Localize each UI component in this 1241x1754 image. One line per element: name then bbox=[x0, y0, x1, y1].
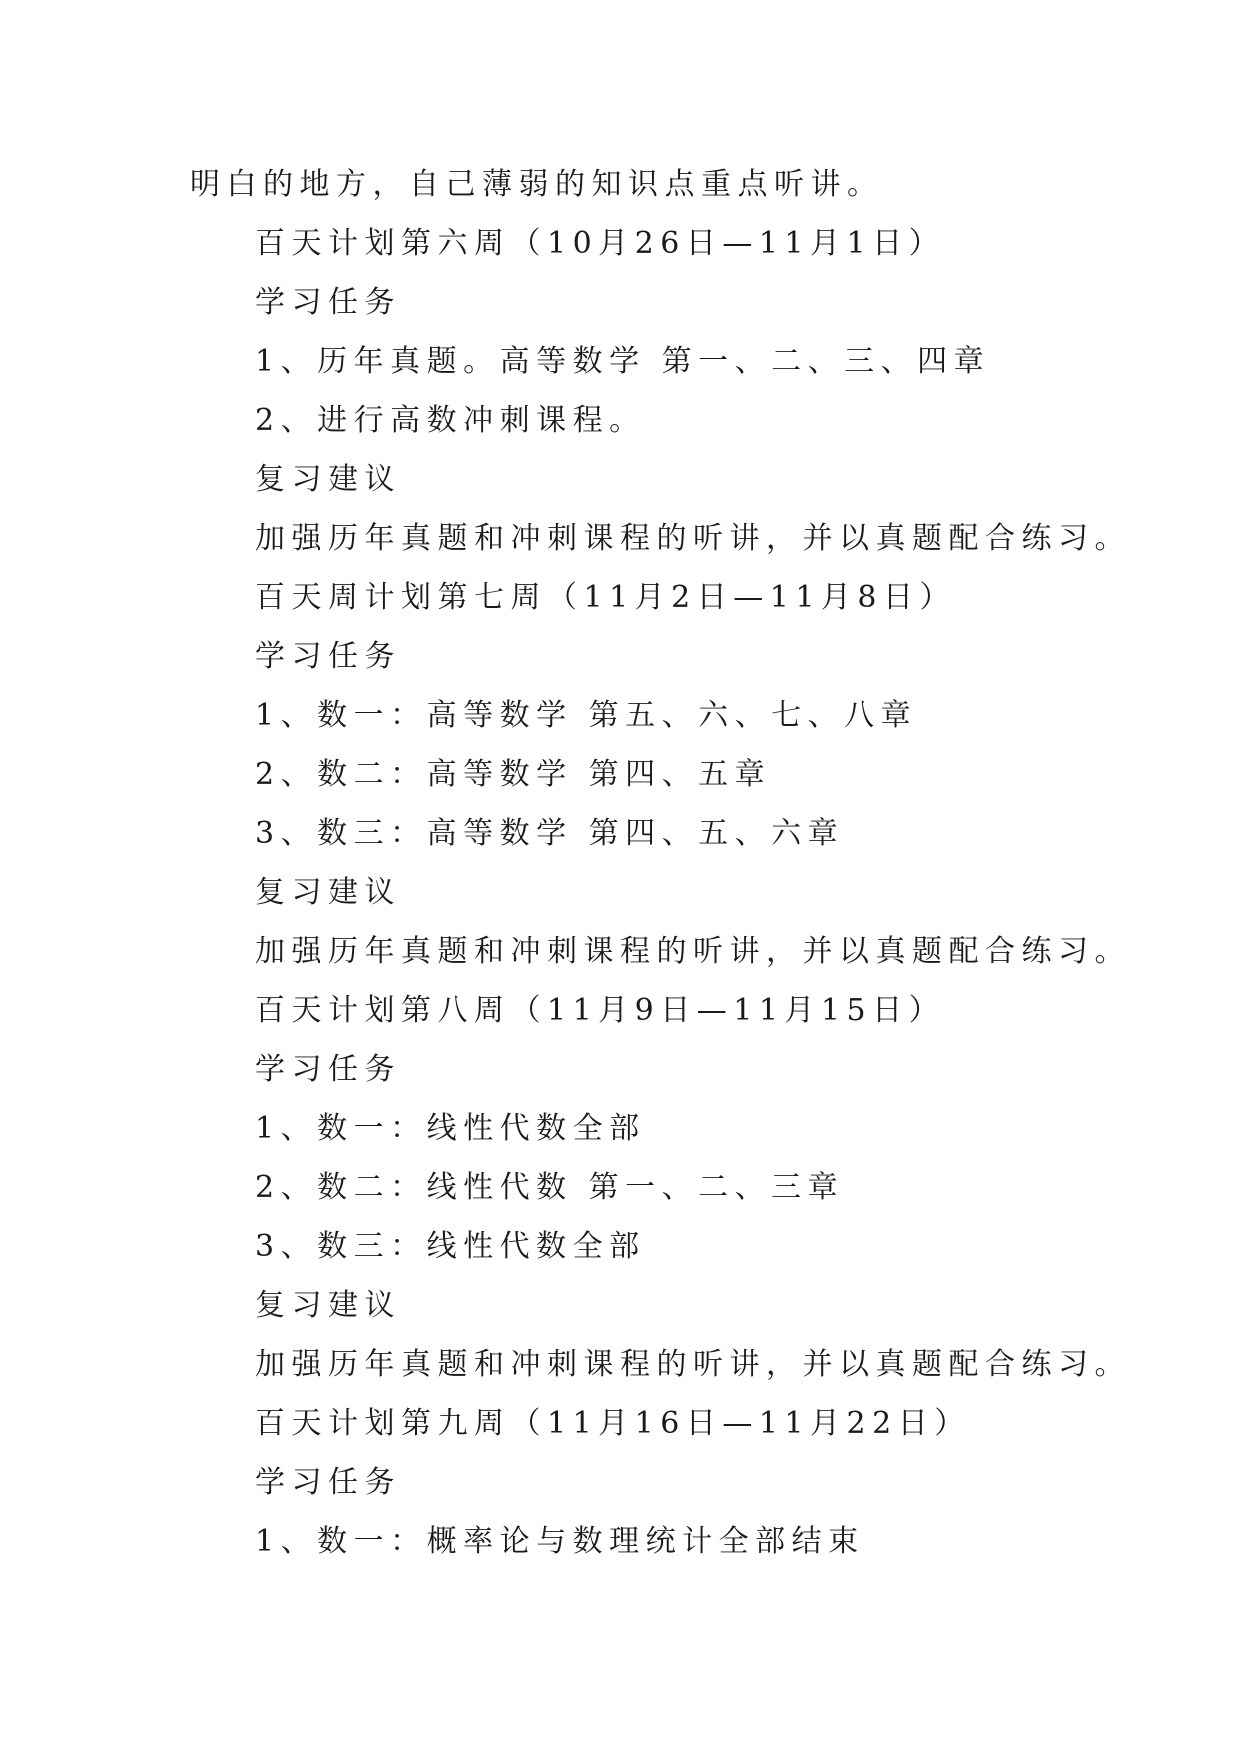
week-heading: 百天周计划第七周（11月2日—11月8日） bbox=[255, 580, 957, 615]
task-item: 1、历年真题。高等数学 第一、二、三、四章 bbox=[255, 344, 991, 379]
section-label: 学习任务 bbox=[255, 1465, 401, 1500]
task-item: 2、数二：高等数学 第四、五章 bbox=[255, 757, 772, 792]
section-label: 学习任务 bbox=[255, 639, 401, 674]
section-label: 复习建议 bbox=[255, 875, 401, 910]
section-label: 复习建议 bbox=[255, 462, 401, 497]
section-label: 复习建议 bbox=[255, 1288, 401, 1323]
advice-text: 加强历年真题和冲刺课程的听讲，并以真题配合练习。 bbox=[255, 1347, 1131, 1382]
paragraph-continuation: 明白的地方，自己薄弱的知识点重点听讲。 bbox=[190, 167, 884, 202]
task-item: 2、数二：线性代数 第一、二、三章 bbox=[255, 1170, 845, 1205]
week-heading: 百天计划第六周（10月26日—11月1日） bbox=[255, 226, 946, 261]
advice-text: 加强历年真题和冲刺课程的听讲，并以真题配合练习。 bbox=[255, 934, 1131, 969]
section-label: 学习任务 bbox=[255, 1052, 401, 1087]
task-item: 1、数一：线性代数全部 bbox=[255, 1111, 646, 1146]
task-item: 2、进行高数冲刺课程。 bbox=[255, 403, 646, 438]
task-item: 3、数三：高等数学 第四、五、六章 bbox=[255, 816, 845, 851]
week-heading: 百天计划第九周（11月16日—11月22日） bbox=[255, 1406, 971, 1441]
week-heading: 百天计划第八周（11月9日—11月15日） bbox=[255, 993, 946, 1028]
advice-text: 加强历年真题和冲刺课程的听讲，并以真题配合练习。 bbox=[255, 521, 1131, 556]
task-item: 1、数一：概率论与数理统计全部结束 bbox=[255, 1524, 865, 1559]
task-item: 3、数三：线性代数全部 bbox=[255, 1229, 646, 1264]
task-item: 1、数一：高等数学 第五、六、七、八章 bbox=[255, 698, 918, 733]
section-label: 学习任务 bbox=[255, 285, 401, 320]
